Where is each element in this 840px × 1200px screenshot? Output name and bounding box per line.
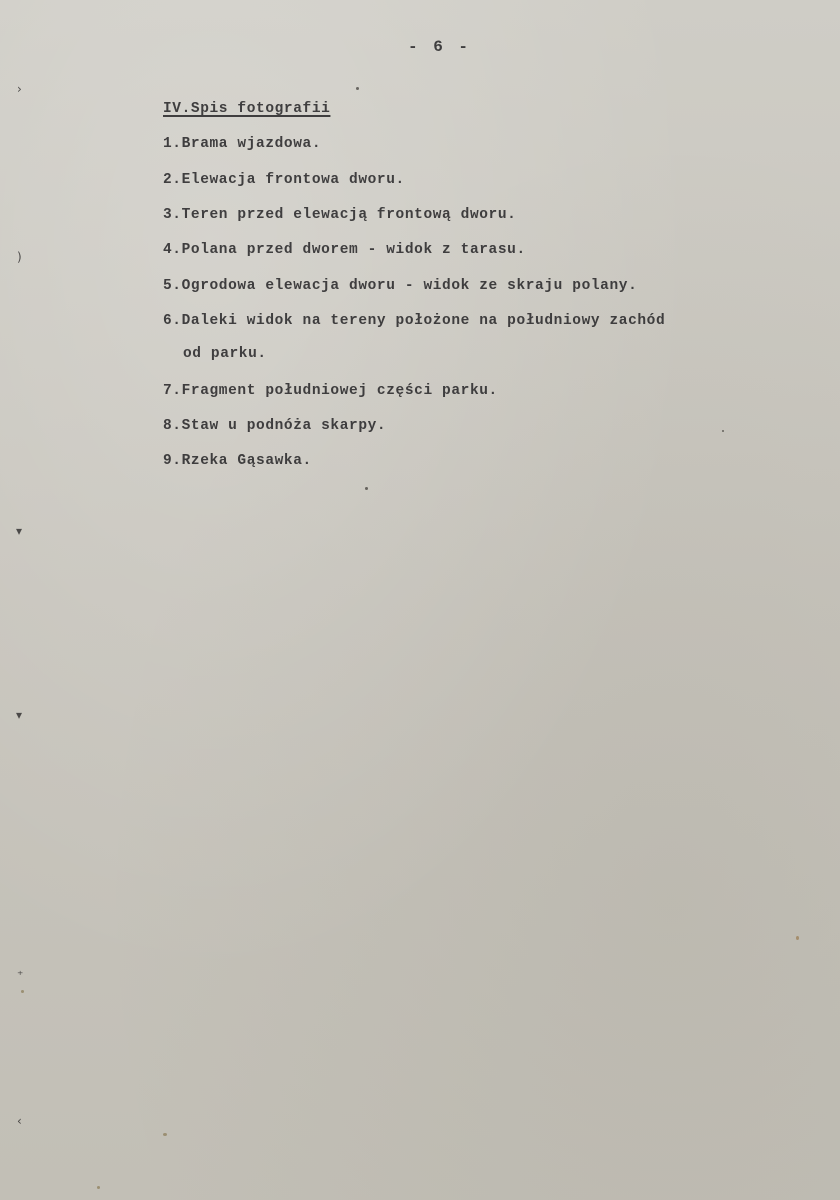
paper-speck [356,87,359,90]
binding-mark: ‹ [17,1114,22,1128]
list-item-continuation: od parku. [183,346,267,362]
list-item: 4.Polana przed dworem - widok z tarasu. [163,242,526,258]
page-number: - 6 - [408,38,472,56]
paper-speck [21,990,24,993]
binding-mark: ) [17,250,22,264]
list-item: 2.Elewacja frontowa dworu. [163,172,405,188]
binding-mark: › [17,82,22,96]
paper-speck [796,936,799,940]
binding-mark: ▾ [16,708,23,722]
list-item: 7.Fragment południowej części parku. [163,383,498,399]
list-item: 3.Teren przed elewacją frontową dworu. [163,207,517,223]
list-item: 9.Rzeka Gąsawka. [163,453,312,469]
binding-mark: ▾ [16,524,23,538]
binding-mark: ⁺ [17,968,24,982]
paper-speck [722,430,724,432]
list-item: 8.Staw u podnóża skarpy. [163,418,387,434]
list-item: 6.Daleki widok na tereny położone na południowy zachód [163,313,666,329]
list-item: 1.Brama wjazdowa. [163,136,322,152]
paper-speck [365,487,368,490]
paper-speck [163,1133,167,1136]
paper-speck [97,1186,100,1189]
list-item: 5.Ogrodowa elewacja dworu - widok ze skraju polany. [163,278,638,294]
section-title: IV.Spis fotografii [163,101,331,117]
